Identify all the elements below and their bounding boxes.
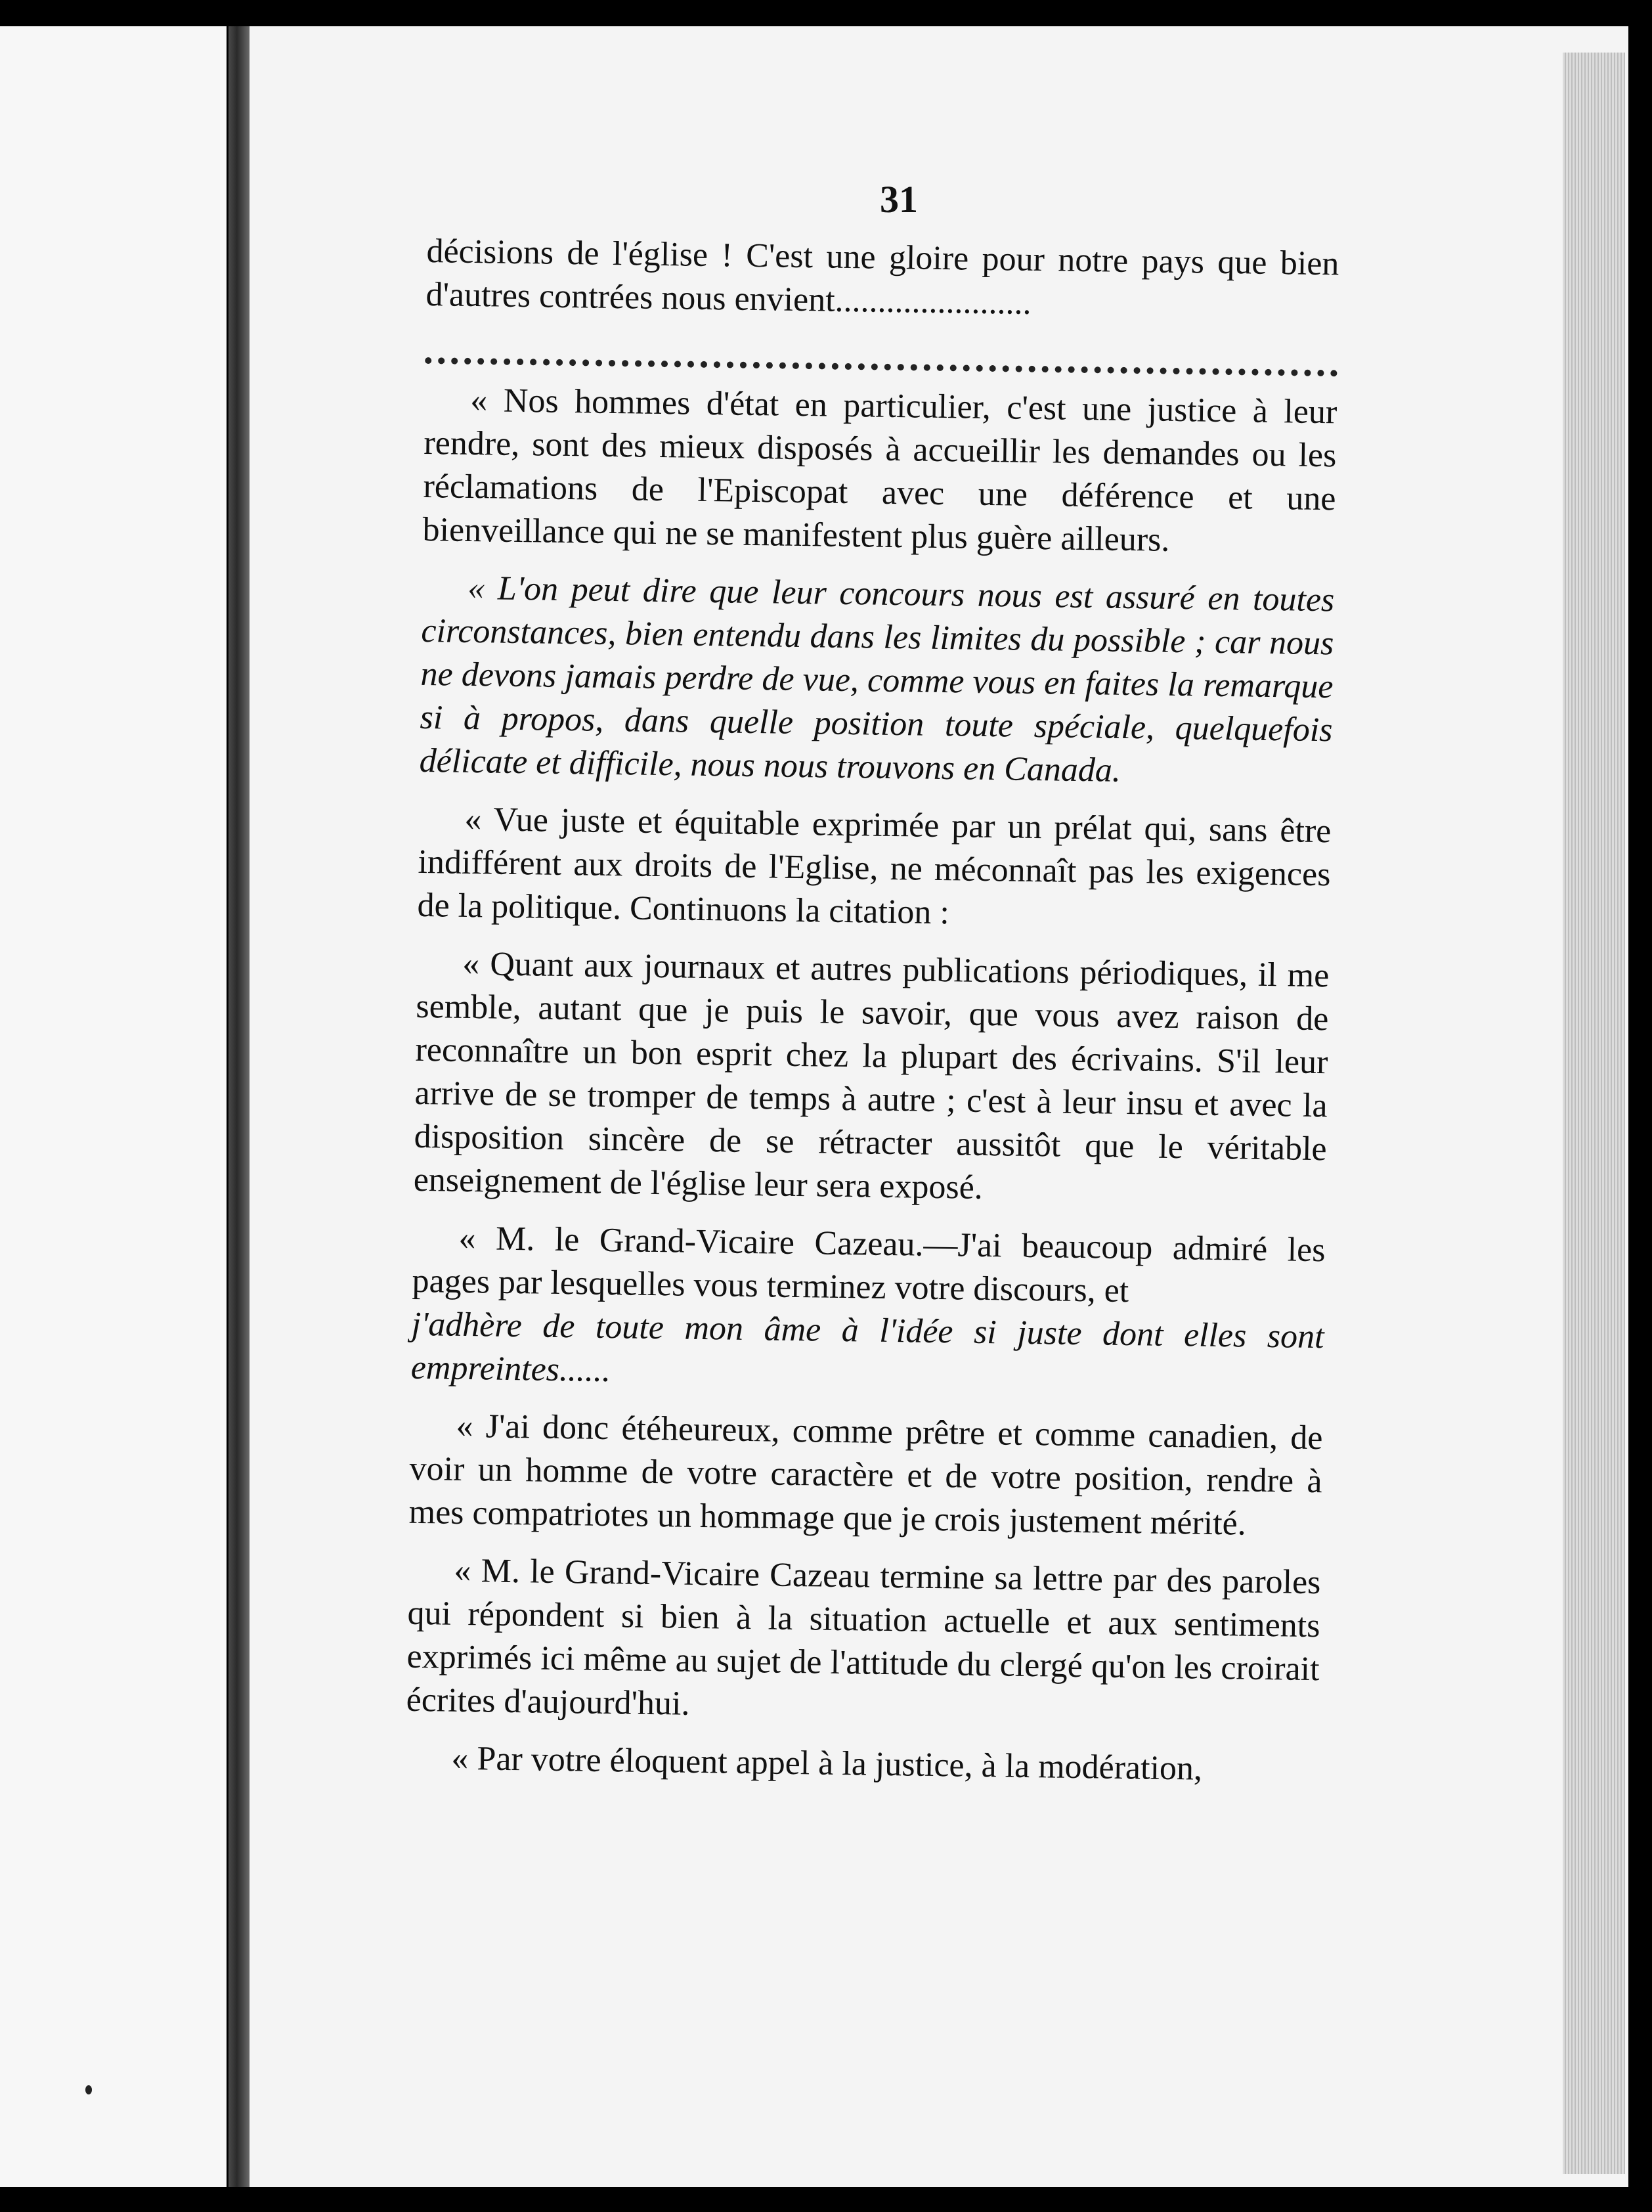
paragraph-4: « Vue juste et équitable exprimée par un prélat qui, sans être indifférent aux droits de l'Eglise, ne méconnaît pas les exigences de la politique. Continuons la citation :: [417, 800, 1332, 932]
page-number: 31: [880, 178, 918, 221]
paragraph-7: j'adhère de toute mon âme à l'idée si juste dont elles sont empreintes......: [410, 1305, 1324, 1390]
page-mark: [85, 2085, 92, 2094]
paragraph-10: « Par votre éloquent appel à la justice, à la modération,: [451, 1739, 1203, 1788]
book-binding: [228, 26, 250, 2187]
body-text: [405, 230, 1339, 1807]
page-edge: [1563, 53, 1625, 2174]
paragraph-9: « M. le Grand-Vicaire Cazeau termine sa lettre par des paroles qui répondent si bien à la situation actuelle et aux sentiments exprimés ici même au sujet de l'attitude du clergé qu'on les croirait écrites d'aujourd'hui.: [406, 1551, 1321, 1723]
paragraph-6: « M. le Grand-Vicaire Cazeau.—J'ai beaucoup admiré les pages par lesquelles vous terminez votre discours, et: [412, 1219, 1326, 1310]
left-page: [0, 26, 227, 2187]
paragraph-3: « L'on peut dire que leur concours nous est assuré en toutes circonstances, bien entendu dans les limites du possible ; car nous ne devons jamais perdre de vue, comme vous en faites la remarque si à propos, dans quelle position toute spéciale, quelquefois délicate et difficile, nous nous trouvons en Canada.: [419, 569, 1335, 789]
paragraph-1: décisions de l'église ! C'est une gloire pour notre pays que bien d'autres contrées nous envient.......................: [425, 232, 1339, 322]
ellipsis-line: [425, 331, 1338, 376]
paragraph-5: « Quant aux journaux et autres publications périodiques, il me semble, autant que je puis le savoir, que vous avez raison de reconnaître un bon esprit chez la plupart des écrivains. S'il leur arrive de se tromper de temps à autre ; c'est à leur insu et avec la disposition sincère de se rétracter aussitôt que le véritable enseignement de l'église leur sera exposé.: [413, 944, 1330, 1206]
paragraph-8: « J'ai donc étéheureux, comme prêtre et comme canadien, de voir un homme de votre caractère et de votre position, rendre à mes compatriotes un hommage que je crois justement mérité.: [408, 1407, 1323, 1543]
paragraph-2: « Nos hommes d'état en particulier, c'est une justice à leur rendre, sont des mieux disposés à accueillir les demandes ou les réclamations de l'Episcopat avec une déférence et une bienveillance qui ne se manifestent plus guère ailleurs.: [422, 381, 1337, 559]
